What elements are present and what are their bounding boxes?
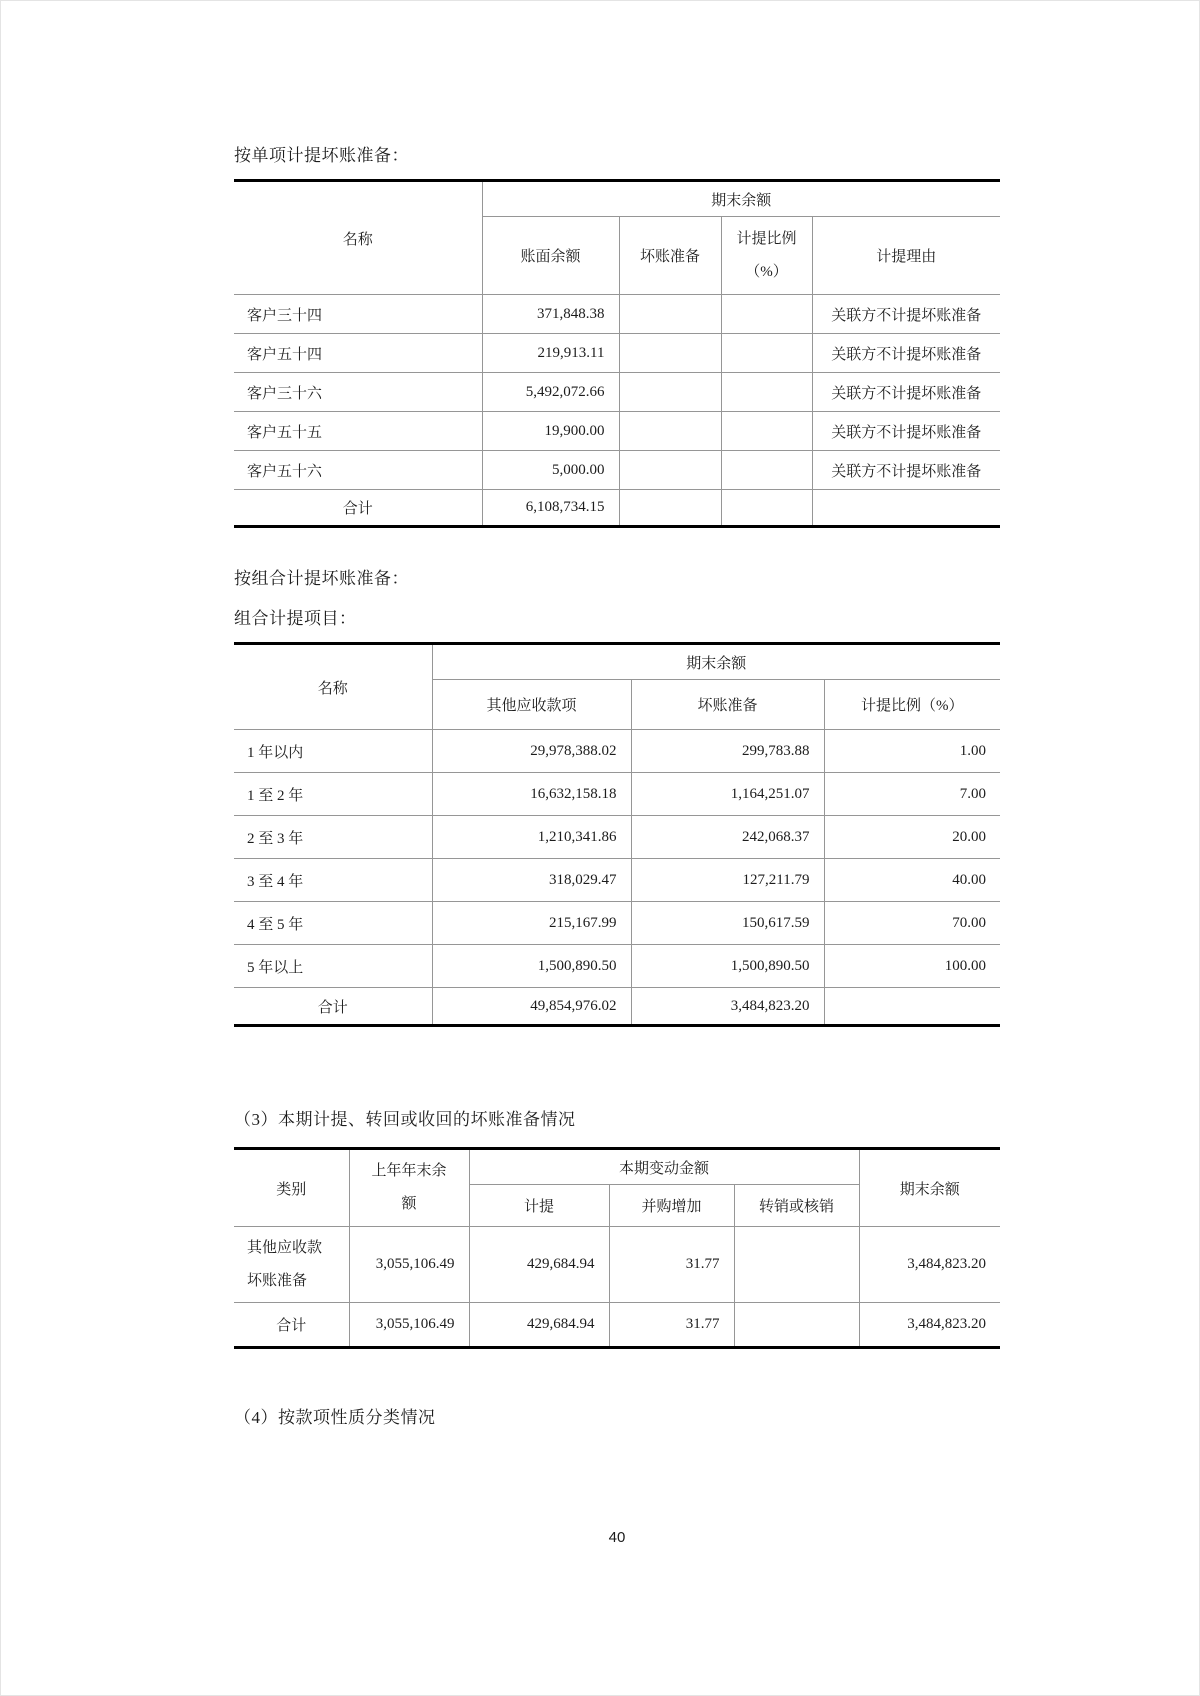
cell-name: 客户五十五 (234, 412, 482, 451)
section2-subheading: 组合计提项目： (234, 609, 357, 628)
cell-accrual: 429,684.94 (469, 1227, 609, 1303)
cell-reason: 关联方不计提坏账准备 (812, 451, 1000, 490)
cell-ratio (721, 412, 812, 451)
cell-total-label: 合计 (234, 490, 482, 527)
cell-book-balance: 371,848.38 (482, 295, 619, 334)
cell-ratio: 40.00 (824, 859, 1000, 902)
cell-aging: 2 至 3 年 (234, 816, 432, 859)
table-header-row (234, 644, 1000, 680)
header-writeoff: 转销或核销 (734, 1185, 859, 1227)
table-row (234, 816, 1000, 859)
header-prior-year-balance (349, 1149, 469, 1227)
header-closing-balance: 期末余额 (859, 1149, 1000, 1227)
cell-category (234, 1227, 349, 1303)
header-category: 类别 (234, 1149, 349, 1227)
table-row (234, 902, 1000, 945)
cell-total-prior-balance: 3,055,106.49 (349, 1303, 469, 1348)
cell-book-balance: 5,492,072.66 (482, 373, 619, 412)
cell-ratio: 70.00 (824, 902, 1000, 945)
cell-bad-debt (619, 412, 721, 451)
cell-ratio: 100.00 (824, 945, 1000, 988)
table-total-row (234, 1303, 1000, 1348)
cell-aging: 3 至 4 年 (234, 859, 432, 902)
header-prior-year-balance-line2: 额 (401, 1196, 417, 1212)
header-bad-debt-provision: 坏账准备 (631, 680, 824, 730)
cell-aging: 1 至 2 年 (234, 773, 432, 816)
cell-total-accrual: 429,684.94 (469, 1303, 609, 1348)
table-row (234, 859, 1000, 902)
cell-bad-debt (619, 451, 721, 490)
cell-reason: 关联方不计提坏账准备 (812, 334, 1000, 373)
cell-total-label: 合计 (234, 1303, 349, 1348)
table-individual-provision (234, 179, 1000, 528)
cell-total-bad-debt (619, 490, 721, 527)
cell-total-other-receivables: 49,854,976.02 (432, 988, 631, 1026)
cell-ratio (721, 373, 812, 412)
cell-other-receivables: 318,029.47 (432, 859, 631, 902)
header-provision-ratio-line1: 计提比例 (736, 230, 797, 247)
header-accrual: 计提 (469, 1185, 609, 1227)
cell-ma-increase: 31.77 (609, 1227, 734, 1303)
cell-bad-debt: 1,164,251.07 (631, 773, 824, 816)
cell-ratio (721, 451, 812, 490)
cell-other-receivables: 1,210,341.86 (432, 816, 631, 859)
header-book-balance: 账面余额 (482, 217, 619, 295)
cell-name: 客户三十四 (234, 295, 482, 334)
cell-ratio (721, 295, 812, 334)
cell-other-receivables: 1,500,890.50 (432, 945, 631, 988)
cell-prior-balance: 3,055,106.49 (349, 1227, 469, 1303)
cell-category-line2: 坏账准备 (247, 1272, 308, 1289)
page-number: 40 (608, 1529, 626, 1546)
cell-bad-debt (619, 334, 721, 373)
cell-bad-debt: 242,068.37 (631, 816, 824, 859)
cell-bad-debt: 127,211.79 (631, 859, 824, 902)
cell-total-writeoff (734, 1303, 859, 1348)
header-current-period-change-group: 本期变动金额 (469, 1149, 859, 1185)
cell-total-label: 合计 (234, 988, 432, 1026)
header-name: 名称 (234, 644, 432, 730)
table-row (234, 295, 1000, 334)
header-closing-balance-group: 期末余额 (482, 181, 1000, 217)
table-header-row (234, 1149, 1000, 1185)
cell-reason: 关联方不计提坏账准备 (812, 295, 1000, 334)
cell-reason: 关联方不计提坏账准备 (812, 373, 1000, 412)
table-row (234, 1227, 1000, 1303)
header-ma-increase: 并购增加 (609, 1185, 734, 1227)
table-provision-movement (234, 1147, 1000, 1349)
cell-total-closing-balance: 3,484,823.20 (859, 1303, 1000, 1348)
header-name: 名称 (234, 181, 482, 295)
cell-bad-debt (619, 373, 721, 412)
cell-ratio: 7.00 (824, 773, 1000, 816)
cell-category-line1: 其他应收款 (247, 1239, 323, 1256)
section1-heading: 按单项计提坏账准备： (234, 146, 409, 165)
header-prior-year-balance-line1: 上年年末余 (371, 1163, 447, 1179)
cell-ratio: 20.00 (824, 816, 1000, 859)
cell-total-ratio (824, 988, 1000, 1026)
cell-total-ratio (721, 490, 812, 527)
cell-ratio: 1.00 (824, 730, 1000, 773)
cell-bad-debt: 1,500,890.50 (631, 945, 824, 988)
header-provision-reason: 计提理由 (812, 217, 1000, 295)
cell-bad-debt: 150,617.59 (631, 902, 824, 945)
section3-heading: （3）本期计提、转回或收回的坏账准备情况 (234, 1110, 576, 1129)
header-bad-debt-provision: 坏账准备 (619, 217, 721, 295)
cell-book-balance: 219,913.11 (482, 334, 619, 373)
cell-bad-debt: 299,783.88 (631, 730, 824, 773)
cell-aging: 1 年以内 (234, 730, 432, 773)
cell-aging: 4 至 5 年 (234, 902, 432, 945)
table-row (234, 373, 1000, 412)
cell-other-receivables: 215,167.99 (432, 902, 631, 945)
cell-aging: 5 年以上 (234, 945, 432, 988)
table-row (234, 451, 1000, 490)
section2-heading: 按组合计提坏账准备： (234, 569, 409, 588)
section4-heading: （4）按款项性质分类情况 (234, 1408, 436, 1427)
cell-total-bad-debt: 3,484,823.20 (631, 988, 824, 1026)
cell-ratio (721, 334, 812, 373)
table-row (234, 730, 1000, 773)
table-row (234, 412, 1000, 451)
cell-total-book-balance: 6,108,734.15 (482, 490, 619, 527)
cell-book-balance: 19,900.00 (482, 412, 619, 451)
cell-total-reason (812, 490, 1000, 527)
header-provision-ratio (721, 217, 812, 295)
table-total-row (234, 490, 1000, 527)
cell-closing-balance: 3,484,823.20 (859, 1227, 1000, 1303)
header-other-receivables: 其他应收款项 (432, 680, 631, 730)
cell-reason: 关联方不计提坏账准备 (812, 412, 1000, 451)
cell-book-balance: 5,000.00 (482, 451, 619, 490)
table-row (234, 334, 1000, 373)
cell-name: 客户三十六 (234, 373, 482, 412)
header-provision-ratio: 计提比例（%） (824, 680, 1000, 730)
header-closing-balance-group: 期末余额 (432, 644, 1000, 680)
cell-other-receivables: 29,978,388.02 (432, 730, 631, 773)
cell-total-ma-increase: 31.77 (609, 1303, 734, 1348)
cell-writeoff (734, 1227, 859, 1303)
header-provision-ratio-line2: （%） (745, 263, 788, 280)
cell-other-receivables: 16,632,158.18 (432, 773, 631, 816)
cell-name: 客户五十四 (234, 334, 482, 373)
table-row (234, 773, 1000, 816)
cell-name: 客户五十六 (234, 451, 482, 490)
table-row (234, 945, 1000, 988)
table-total-row (234, 988, 1000, 1026)
table-header-row (234, 181, 1000, 217)
table-portfolio-provision (234, 642, 1000, 1027)
cell-bad-debt (619, 295, 721, 334)
